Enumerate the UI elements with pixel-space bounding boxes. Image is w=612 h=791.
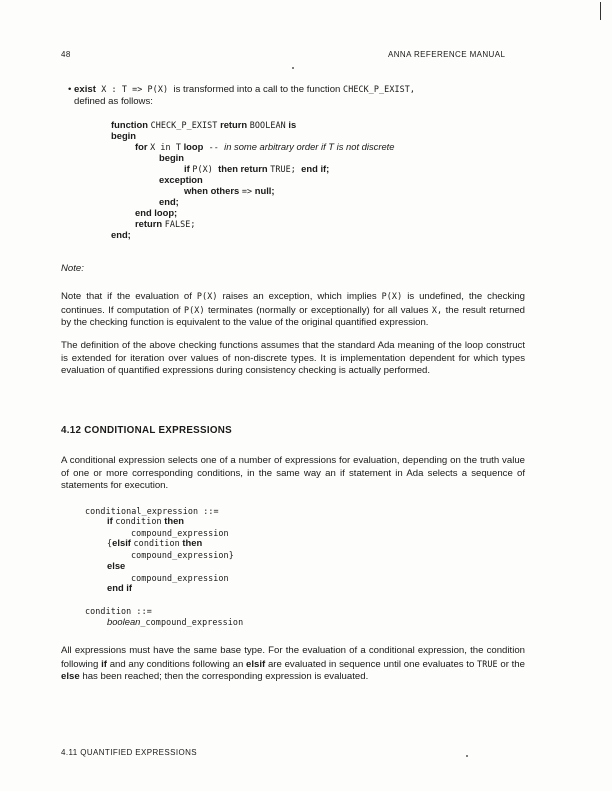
code-line-9: end loop; — [135, 207, 178, 218]
page-number: 48 — [61, 50, 71, 59]
grammar-line-9: condition ::= — [85, 606, 152, 616]
grammar-line-7: compound_expression — [131, 573, 229, 583]
bullet-line-1 — [68, 83, 415, 97]
note-paragraph: Note that if the evaluation of P(X) raises an exception, which implies P(X) is undefined, the checking continues. If computation of P(X) terminates (normally or exceptionally) for all values X, the result returned by the checking function is equivalent to the value of the original quantified expression. — [61, 291, 526, 329]
footer-section: 4.11 QUANTIFIED EXPRESSIONS — [61, 748, 198, 757]
section-heading: 4.12 CONDITIONAL EXPRESSIONS — [61, 425, 232, 436]
code-line-1: function CHECK_P_EXIST return BOOLEAN is — [111, 119, 297, 130]
conditional-paragraph: A conditional expression selects one of a number of expressions for evaluation, depending on the truth value of one or more corresponding conditions, in the same way an if statement in Ada selects a sequence of statements for execution. — [61, 455, 525, 492]
bullet-mid: is transformed into a call to the function — [173, 84, 341, 95]
code-line-7: when others => null; — [184, 185, 275, 196]
code-line-11: end; — [111, 229, 131, 240]
speck — [466, 755, 468, 757]
bullet-line-2: defined as follows: — [74, 96, 153, 107]
grammar-line-10: boolean_compound_expression — [107, 616, 244, 627]
code-line-2: begin — [111, 130, 136, 141]
code-line-10: return FALSE; — [135, 218, 196, 229]
code-line-5: if P(X) then return TRUE; end if; — [184, 163, 330, 174]
note-label: Note: — [61, 263, 84, 274]
page-edge-mark — [600, 2, 601, 20]
kw-exist: exist — [74, 84, 96, 95]
grammar-line-5: compound_expression} — [131, 550, 234, 560]
grammar-line-6: else — [107, 560, 126, 571]
code-line-4: begin — [159, 152, 184, 163]
grammar-line-4: {elsif condition then — [107, 537, 203, 548]
code-line-8: end; — [159, 196, 179, 207]
grammar-line-1: conditional_expression ::= — [85, 506, 219, 516]
grammar-line-3: compound_expression — [131, 528, 229, 538]
grammar-line-8: end if — [107, 582, 132, 593]
code-line-6: exception — [159, 174, 203, 185]
exist-expr: X : T => P(X) — [101, 84, 169, 94]
code-line-3: for X in T loop -- in some arbitrary order if T is not discrete — [135, 141, 395, 152]
final-paragraph: All expressions must have the same base type. For the evaluation of a conditional expression, the condition following if and any conditions following an elsif are evaluated in sequence until one evaluates to TRUE or the else has been reached; then the corresponding expression is evaluated. — [61, 645, 525, 683]
speck — [292, 67, 294, 69]
bullet-dot: • — [68, 84, 72, 95]
running-title: ANNA REFERENCE MANUAL — [388, 50, 506, 59]
definition-paragraph: The definition of the above checking functions assumes that the standard Ada meaning of the loop construct is extended for iteration over values of non-discrete types. It is implementation dependent for which types evaluation of quantified expressions during consistency checking is actually performed. — [61, 340, 525, 377]
grammar-line-2: if condition then — [107, 515, 185, 526]
fname-ref: CHECK_P_EXIST, — [343, 84, 416, 94]
